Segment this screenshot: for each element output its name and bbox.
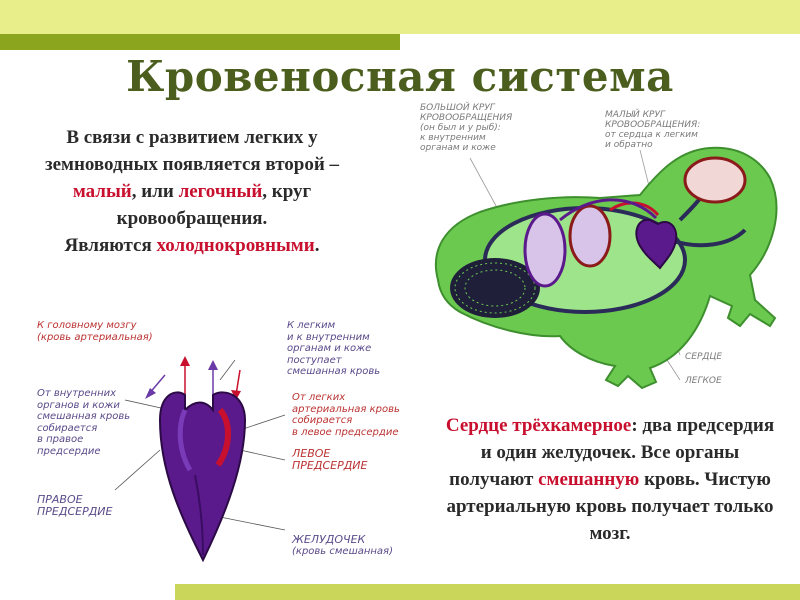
label-from-organs: От внутренних органов и кожи смешанная кровь собирается в правое предсердие bbox=[37, 388, 131, 457]
summary-paragraph bbox=[440, 412, 780, 547]
summary-text-1: : два предсердия и один желудочек. Все органы получают bbox=[449, 415, 775, 490]
label-left-atrium: ЛЕВОЕ ПРЕДСЕРДИЕ bbox=[292, 447, 368, 472]
intro-text-4: Являются bbox=[64, 235, 157, 256]
intro-highlight-cold: холоднокровными bbox=[156, 235, 315, 256]
top-decor-band bbox=[0, 0, 800, 34]
intro-highlight-legochnyi: легочный bbox=[178, 181, 263, 202]
intro-paragraph bbox=[22, 124, 362, 259]
intro-text-2: , или bbox=[131, 181, 179, 202]
bottom-decor-stripe bbox=[175, 584, 800, 600]
top-decor-stripe bbox=[0, 34, 400, 50]
label-to-brain: К головному мозгу (кровь артериальная) bbox=[37, 320, 153, 343]
skin-capillary bbox=[685, 158, 745, 202]
label-to-lungs: К легким и к внутренним органам и коже поступает смешанная кровь bbox=[287, 320, 381, 377]
slide-title: Кровеносная система bbox=[126, 52, 674, 101]
label-from-lungs: От легких артериальная кровь собирается в левое предсердие bbox=[292, 392, 400, 438]
summary-text-2: кровь. Чистую артериальную кровь получает только мозг. bbox=[446, 469, 774, 544]
lung-left bbox=[525, 214, 565, 286]
label-small-circle: МАЛЫЙ КРУГ КРОВООБРАЩЕНИЯ: от сердца к легким и обратно bbox=[605, 110, 701, 150]
summary-highlight-heart: Сердце трёхкамерное bbox=[445, 415, 632, 436]
label-lung: ЛЕГКОЕ bbox=[685, 376, 722, 386]
label-ventricle: ЖЕЛУДОЧЕК (кровь смешанная) bbox=[292, 533, 393, 557]
intro-highlight-malyi: малый bbox=[72, 181, 132, 202]
label-heart: СЕРДЦЕ bbox=[685, 352, 723, 362]
summary-highlight-mixed: смешанную bbox=[538, 469, 640, 490]
label-right-atrium: ПРАВОЕ ПРЕДСЕРДИЕ bbox=[37, 493, 113, 518]
intro-text-5: . bbox=[314, 235, 320, 256]
lung-right bbox=[570, 206, 610, 266]
intro-text-1: В связи с развитием легких у земноводных появляется второй – bbox=[44, 127, 340, 175]
intro-text-3: , круг кровообращения. bbox=[116, 181, 312, 229]
label-big-circle: БОЛЬШОЙ КРУГ КРОВООБРАЩЕНИЯ (он был и у рыб): к внутренним органам и коже bbox=[420, 103, 513, 153]
